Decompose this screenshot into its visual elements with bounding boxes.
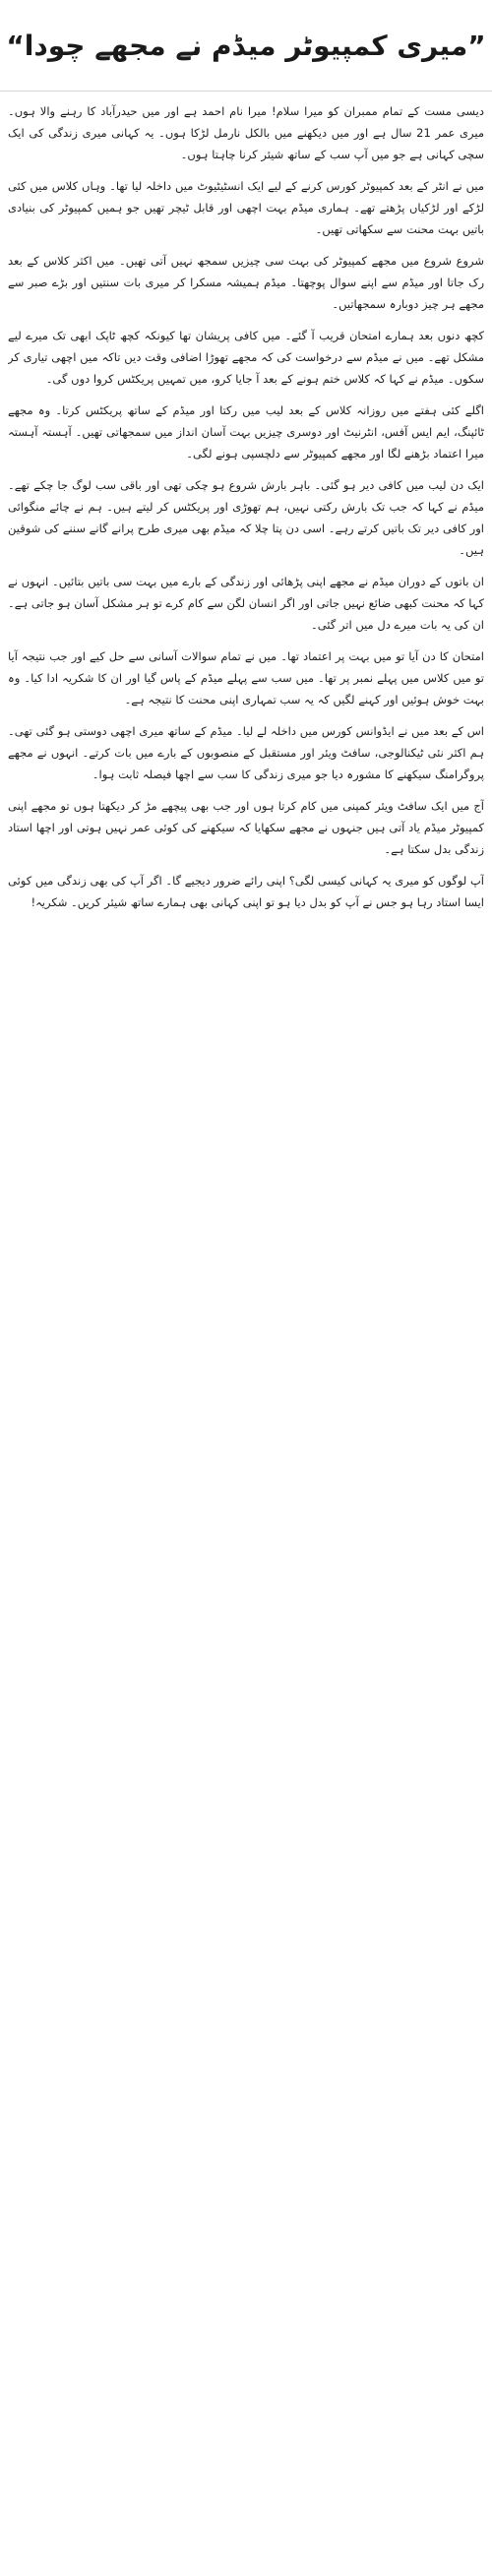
story-paragraph: اس کے بعد میں نے ایڈوانس کورس میں داخلہ لے لیا۔ میڈم کے ساتھ میری اچھی دوستی ہو گئی تھی۔ ہم اکثر نئی ٹیکنالوجی، سافٹ ویئر اور مستقبل کے منصوبوں کے بارے میں بات کرتے۔ انہوں نے مجھے پروگرامنگ سیکھنے کا مشورہ دیا جو میری زندگی کا سب سے اچھا فیصلہ ثابت ہوا۔ bbox=[8, 724, 484, 781]
story-body bbox=[8, 100, 484, 2570]
story-paragraph: شروع شروع میں مجھے کمپیوٹر کی بہت سی چیزیں سمجھ نہیں آتی تھیں۔ میں اکثر کلاس کے بعد رک جاتا اور میڈم سے اپنے سوال پوچھتا۔ میڈم ہمیشہ مسکرا کر میری بات سنتیں اور بڑے صبر سے مجھے ہر چیز دوبارہ سمجھاتیں۔ bbox=[8, 254, 484, 311]
story-paragraph: امتحان کا دن آیا تو میں بہت پر اعتماد تھا۔ میں نے تمام سوالات آسانی سے حل کیے اور جب نتیجہ آیا تو میں کلاس میں پہلے نمبر پر تھا۔ میں سب سے پہلے میڈم کے پاس گیا اور ان کا شکریہ ادا کیا۔ وہ بہت خوش ہوئیں اور کہنے لگیں کہ یہ سب تمہاری اپنی محنت کا نتیجہ ہے۔ bbox=[8, 649, 484, 706]
story-paragraph: اگلے کئی ہفتے میں روزانہ کلاس کے بعد لیب میں رکتا اور میڈم کے ساتھ پریکٹس کرتا۔ وہ مجھے ٹائپنگ، ایم ایس آفس، انٹرنیٹ اور دوسری چیزیں بہت آسان انداز میں سمجھاتی تھیں۔ آہستہ آہستہ میرا اعتماد بڑھنے لگا اور مجھے کمپیوٹر سے دلچسپی ہونے لگی۔ bbox=[8, 403, 484, 460]
story-paragraph: آپ لوگوں کو میری یہ کہانی کیسی لگی؟ اپنی رائے ضرور دیجیے گا۔ اگر آپ کی بھی زندگی میں کوئی ایسا استاد رہا ہو جس نے آپ کو بدل دیا ہو تو اپنی کہانی بھی ہمارے ساتھ شیئر کریں۔ شکریہ! bbox=[8, 874, 484, 909]
title-header bbox=[0, 0, 492, 92]
story-paragraph: ان باتوں کے دوران میڈم نے مجھے اپنی پڑھائی اور زندگی کے بارے میں بہت سی باتیں بتائیں۔ انہوں نے کہا کہ محنت کبھی ضائع نہیں جاتی اور اگر انسان لگن سے کام کرے تو ہر مشکل آسان ہو جاتی ہے۔ ان کی یہ بات میرے دل میں اتر گئی۔ bbox=[8, 575, 484, 632]
story-paragraph: دیسی مست کے تمام ممبران کو میرا سلام! میرا نام احمد ہے اور میں حیدرآباد کا رہنے والا ہوں۔ میری عمر 21 سال ہے اور میں دیکھنے میں بالکل نارمل لڑکا ہوں۔ یہ کہانی میری زندگی کی ایک سچی کہانی ہے جو میں آپ سب کے ساتھ شیئر کرنا چاہتا ہوں۔ bbox=[8, 104, 484, 161]
story-paragraph: میں نے انٹر کے بعد کمپیوٹر کورس کرنے کے لیے ایک انسٹیٹیوٹ میں داخلہ لیا تھا۔ وہاں کلاس میں کئی لڑکے اور لڑکیاں پڑھتے تھے۔ ہماری میڈم بہت اچھی اور قابل ٹیچر تھیں جو ہمیں کمپیوٹر کی بنیادی باتیں بہت محنت سے سکھاتی تھیں۔ bbox=[8, 179, 484, 236]
story-paragraph: کچھ دنوں بعد ہمارے امتحان قریب آ گئے۔ میں کافی پریشان تھا کیونکہ کچھ ٹاپک ابھی تک میرے لیے مشکل تھے۔ میں نے میڈم سے درخواست کی کہ مجھے تھوڑا اضافی وقت دیں تاکہ میں اچھی تیاری کر سکوں۔ میڈم نے کہا کہ کلاس ختم ہونے کے بعد آ جایا کرو، میں تمہیں پریکٹس کروا دوں گی۔ bbox=[8, 329, 484, 386]
story-paragraph: آج میں ایک سافٹ ویئر کمپنی میں کام کرتا ہوں اور جب بھی پیچھے مڑ کر دیکھتا ہوں تو مجھے اپنی کمپیوٹر میڈم یاد آتی ہیں جنہوں نے مجھے سکھایا کہ سیکھنے کی کوئی عمر نہیں ہوتی اور اچھا استاد زندگی بدل سکتا ہے۔ bbox=[8, 799, 484, 856]
story-paragraph: ایک دن لیب میں کافی دیر ہو گئی۔ باہر بارش شروع ہو چکی تھی اور باقی سب لوگ جا چکے تھے۔ میڈم نے کہا کہ جب تک بارش رکتی نہیں، ہم تھوڑی اور پریکٹس کر لیتے ہیں۔ ہم نے چائے منگوائی اور کافی دیر تک باتیں کرتے رہے۔ اسی دن پتا چلا کہ میڈم بھی میری طرح پرانے گانے سننے کی شوقین ہیں۔ bbox=[8, 478, 484, 557]
story-title: ”میری کمپیوٹر میڈم نے مجھے چودا“ bbox=[6, 29, 486, 62]
